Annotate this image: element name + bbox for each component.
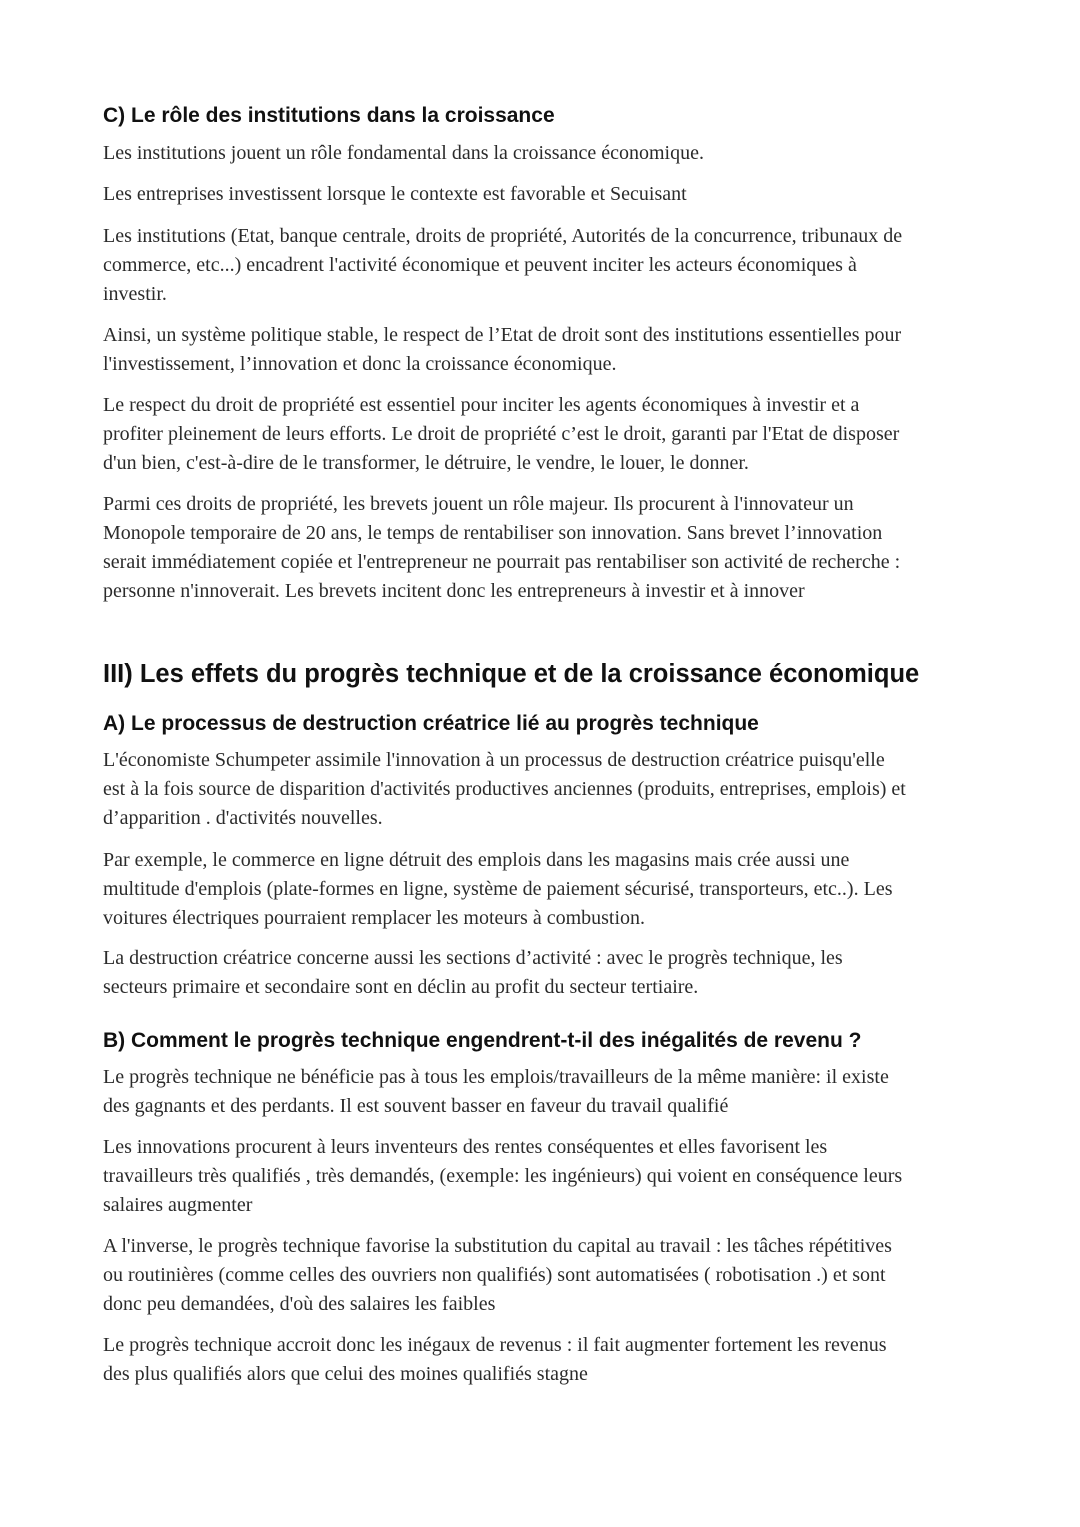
heading-b-inegalites: B) Comment le progrès technique engendrent-t-il des inégalités de revenu ? bbox=[103, 1029, 862, 1052]
text-line: serait immédiatement copiée et l'entrepreneur ne pourrait pas rentabiliser son activité de recherche : bbox=[103, 551, 901, 573]
paragraph bbox=[103, 180, 983, 209]
text-line: voitures électriques pourraient remplacer les moteurs à combustion. bbox=[103, 907, 646, 929]
paragraph bbox=[103, 222, 983, 309]
text-line: L'économiste Schumpeter assimile l'innovation à un processus de destruction créatrice puisqu'elle bbox=[103, 749, 885, 771]
text-line: Les innovations procurent à leurs inventeurs des rentes conséquentes et elles favorisent les bbox=[103, 1136, 828, 1158]
text-line: Les institutions jouent un rôle fondamental dans la croissance économique. bbox=[103, 142, 704, 164]
paragraph bbox=[103, 139, 983, 168]
text-line: est à la fois source de disparition d'activités productives anciennes (produits, entreprises, emplois) et bbox=[103, 778, 906, 800]
text-line: des gagnants et des perdants. Il est souvent basser en faveur du travail qualifié bbox=[103, 1095, 729, 1117]
text-line: Parmi ces droits de propriété, les brevets jouent un rôle majeur. Ils procurent à l'innovateur un bbox=[103, 493, 854, 515]
text-line: salaires augmenter bbox=[103, 1194, 253, 1216]
text-line: donc peu demandées, d'où des salaires les faibles bbox=[103, 1293, 496, 1315]
text-line: Le progrès technique accroit donc les inégaux de revenus : il fait augmenter fortement les revenus bbox=[103, 1334, 887, 1356]
text-line: investir. bbox=[103, 283, 167, 305]
text-line: commerce, etc...) encadrent l'activité économique et peuvent inciter les acteurs économiques à bbox=[103, 254, 857, 276]
text-line: d'un bien, c'est-à-dire de le transformer, le détruire, le vendre, le louer, le donner. bbox=[103, 452, 749, 474]
paragraph bbox=[103, 1133, 983, 1220]
text-line: A l'inverse, le progrès technique favorise la substitution du capital au travail : les tâches répétitives bbox=[103, 1235, 892, 1257]
text-line: Les entreprises investissent lorsque le contexte est favorable et Secuisant bbox=[103, 183, 687, 205]
text-line: travailleurs très qualifiés , très demandés, (exemple: les ingénieurs) qui voient en conséquence leurs bbox=[103, 1165, 903, 1187]
text-line: Le respect du droit de propriété est essentiel pour inciter les agents économiques à investir et a bbox=[103, 394, 860, 416]
paragraph bbox=[103, 846, 983, 933]
text-line: Le progrès technique ne bénéficie pas à tous les emplois/travailleurs de la même manière: il existe bbox=[103, 1066, 889, 1088]
text-line: personne n'innoverait. Les brevets incitent donc les entrepreneurs à investir et à innover bbox=[103, 580, 805, 602]
paragraph bbox=[103, 490, 983, 606]
text-line: secteurs primaire et secondaire sont en déclin au profit du secteur tertiaire. bbox=[103, 976, 699, 998]
paragraph bbox=[103, 746, 983, 833]
paragraph bbox=[103, 321, 983, 379]
text-line: ou routinières (comme celles des ouvriers non qualifiés) sont automatisées ( robotisation .) et sont bbox=[103, 1264, 886, 1286]
paragraph bbox=[103, 1232, 983, 1319]
paragraph bbox=[103, 1063, 983, 1121]
text-line: des plus qualifiés alors que celui des moines qualifiés stagne bbox=[103, 1363, 588, 1385]
text-line: l'investissement, l’innovation et donc la croissance économique. bbox=[103, 353, 617, 375]
text-line: Les institutions (Etat, banque centrale, droits de propriété, Autorités de la concurrence, tribunaux de bbox=[103, 225, 903, 247]
heading-part-3: III) Les effets du progrès technique et de la croissance économique bbox=[103, 660, 920, 688]
heading-a-destruction-creatrice: A) Le processus de destruction créatrice lié au progrès technique bbox=[103, 712, 759, 735]
paragraph bbox=[103, 391, 983, 478]
heading-c-institutions: C) Le rôle des institutions dans la croissance bbox=[103, 104, 555, 127]
text-line: profiter pleinement de leurs efforts. Le droit de propriété c’est le droit, garanti par l'Etat de disposer bbox=[103, 423, 900, 445]
paragraph bbox=[103, 1331, 983, 1389]
text-line: La destruction créatrice concerne aussi les sections d’activité : avec le progrès technique, les bbox=[103, 947, 843, 969]
text-line: multitude d'emplois (plate-formes en ligne, système de paiement sécurisé, transporteurs, etc..). Les bbox=[103, 878, 893, 900]
text-line: Ainsi, un système politique stable, le respect de l’Etat de droit sont des institutions essentielles pour bbox=[103, 324, 902, 346]
text-line: Par exemple, le commerce en ligne détruit des emplois dans les magasins mais crée aussi une bbox=[103, 849, 850, 871]
text-line: Monopole temporaire de 20 ans, le temps de rentabiliser son innovation. Sans brevet l’innovation bbox=[103, 522, 883, 544]
text-line: d’apparition . d'activités nouvelles. bbox=[103, 807, 383, 829]
paragraph bbox=[103, 944, 983, 1002]
